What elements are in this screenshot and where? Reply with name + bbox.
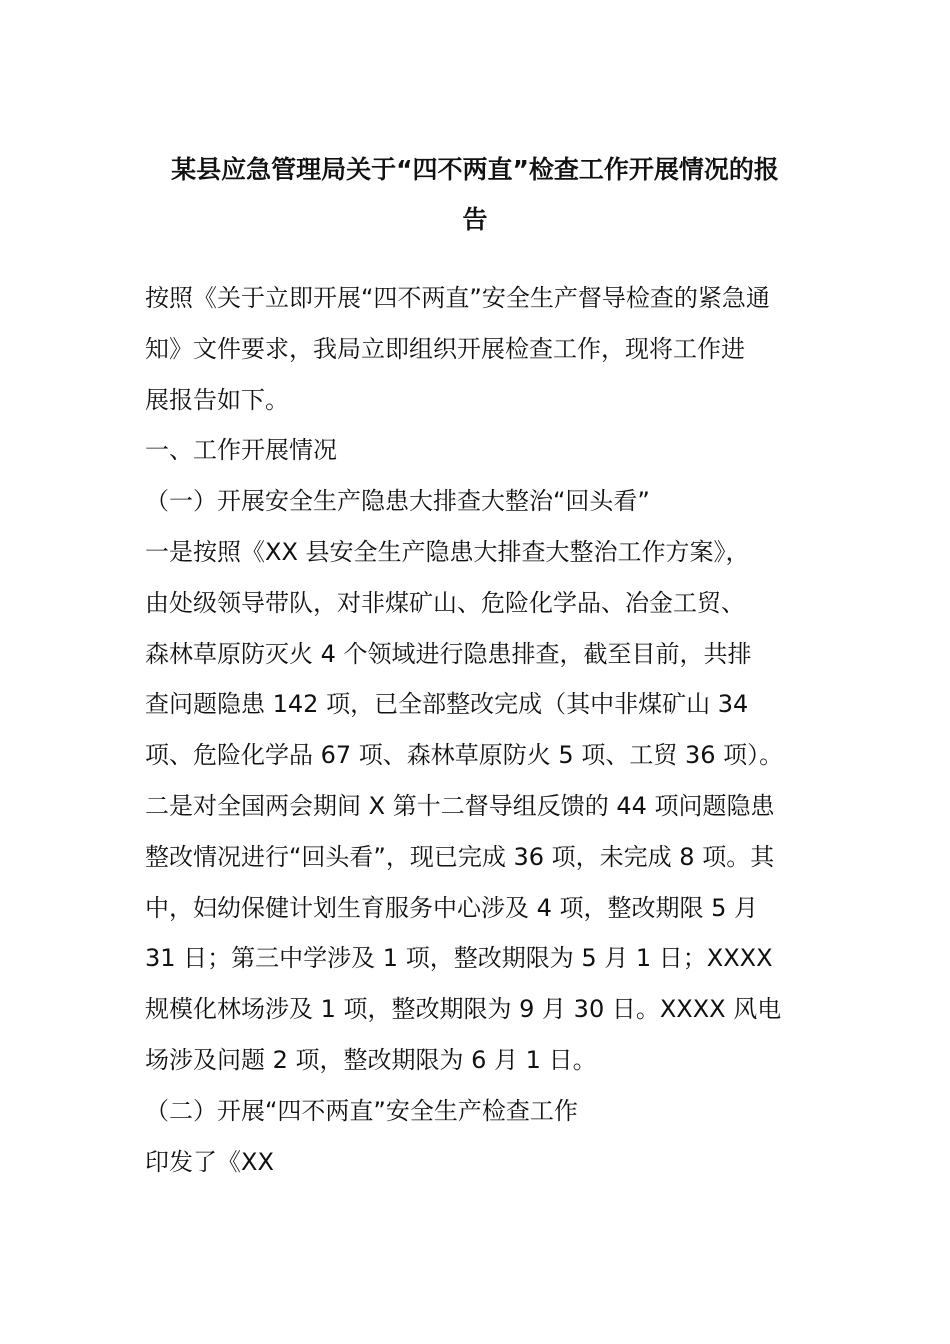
subsection-heading: （二）开展“四不两直”安全生产检查工作 (145, 1096, 578, 1125)
body-line: 项、危险化学品 67 项、森林草原防火 5 项、工贸 36 项）。 (145, 741, 784, 770)
body-line: 森林草原防灭火 4 个领域进行隐患排查，截至目前，共排 (145, 639, 752, 668)
body-line: 整改情况进行“回头看”，现已完成 36 项，未完成 8 项。其 (145, 842, 775, 871)
body-line: 由处级领导带队，对非煤矿山、危险化学品、冶金工贸、 (145, 588, 745, 617)
title-line: 告 (462, 205, 488, 234)
body-line: 印发了《XX (145, 1147, 274, 1176)
body-line: 二是对全国两会期间 X 第十二督导组反馈的 44 项问题隐患 (145, 791, 775, 820)
body-line: 中，妇幼保健计划生育服务中心涉及 4 项，整改期限 5 月 (145, 893, 759, 922)
body-line: 场涉及问题 2 项，整改期限为 6 月 1 日。 (145, 1045, 597, 1074)
body-line: 规模化林场涉及 1 项，整改期限为 9 月 30 日。XXXX 风电 (145, 995, 782, 1024)
body-line: 按照《关于立即开展“四不两直”安全生产督导检查的紧急通 (145, 284, 770, 312)
title-line: 某县应急管理局关于“四不两直”检查工作开展情况的报 (171, 155, 779, 184)
body-line: 一是按照《XX 县安全生产隐患大排查大整治工作方案》， (145, 537, 750, 566)
body-line: 查问题隐患 142 项，已全部整改完成（其中非煤矿山 34 (145, 690, 749, 719)
document-title (140, 145, 810, 245)
body-line: 知》文件要求，我局立即组织开展检查工作，现将工作进 (145, 334, 745, 363)
document-body (145, 273, 825, 1187)
body-line: 展报告如下。 (145, 385, 289, 414)
body-line: 31 日；第三中学涉及 1 项，整改期限为 5 月 1 日；XXXX (145, 944, 773, 973)
section-heading: 一、工作开展情况 (145, 436, 337, 465)
subsection-heading: （一）开展安全生产隐患大排查大整治“回头看” (145, 487, 650, 516)
